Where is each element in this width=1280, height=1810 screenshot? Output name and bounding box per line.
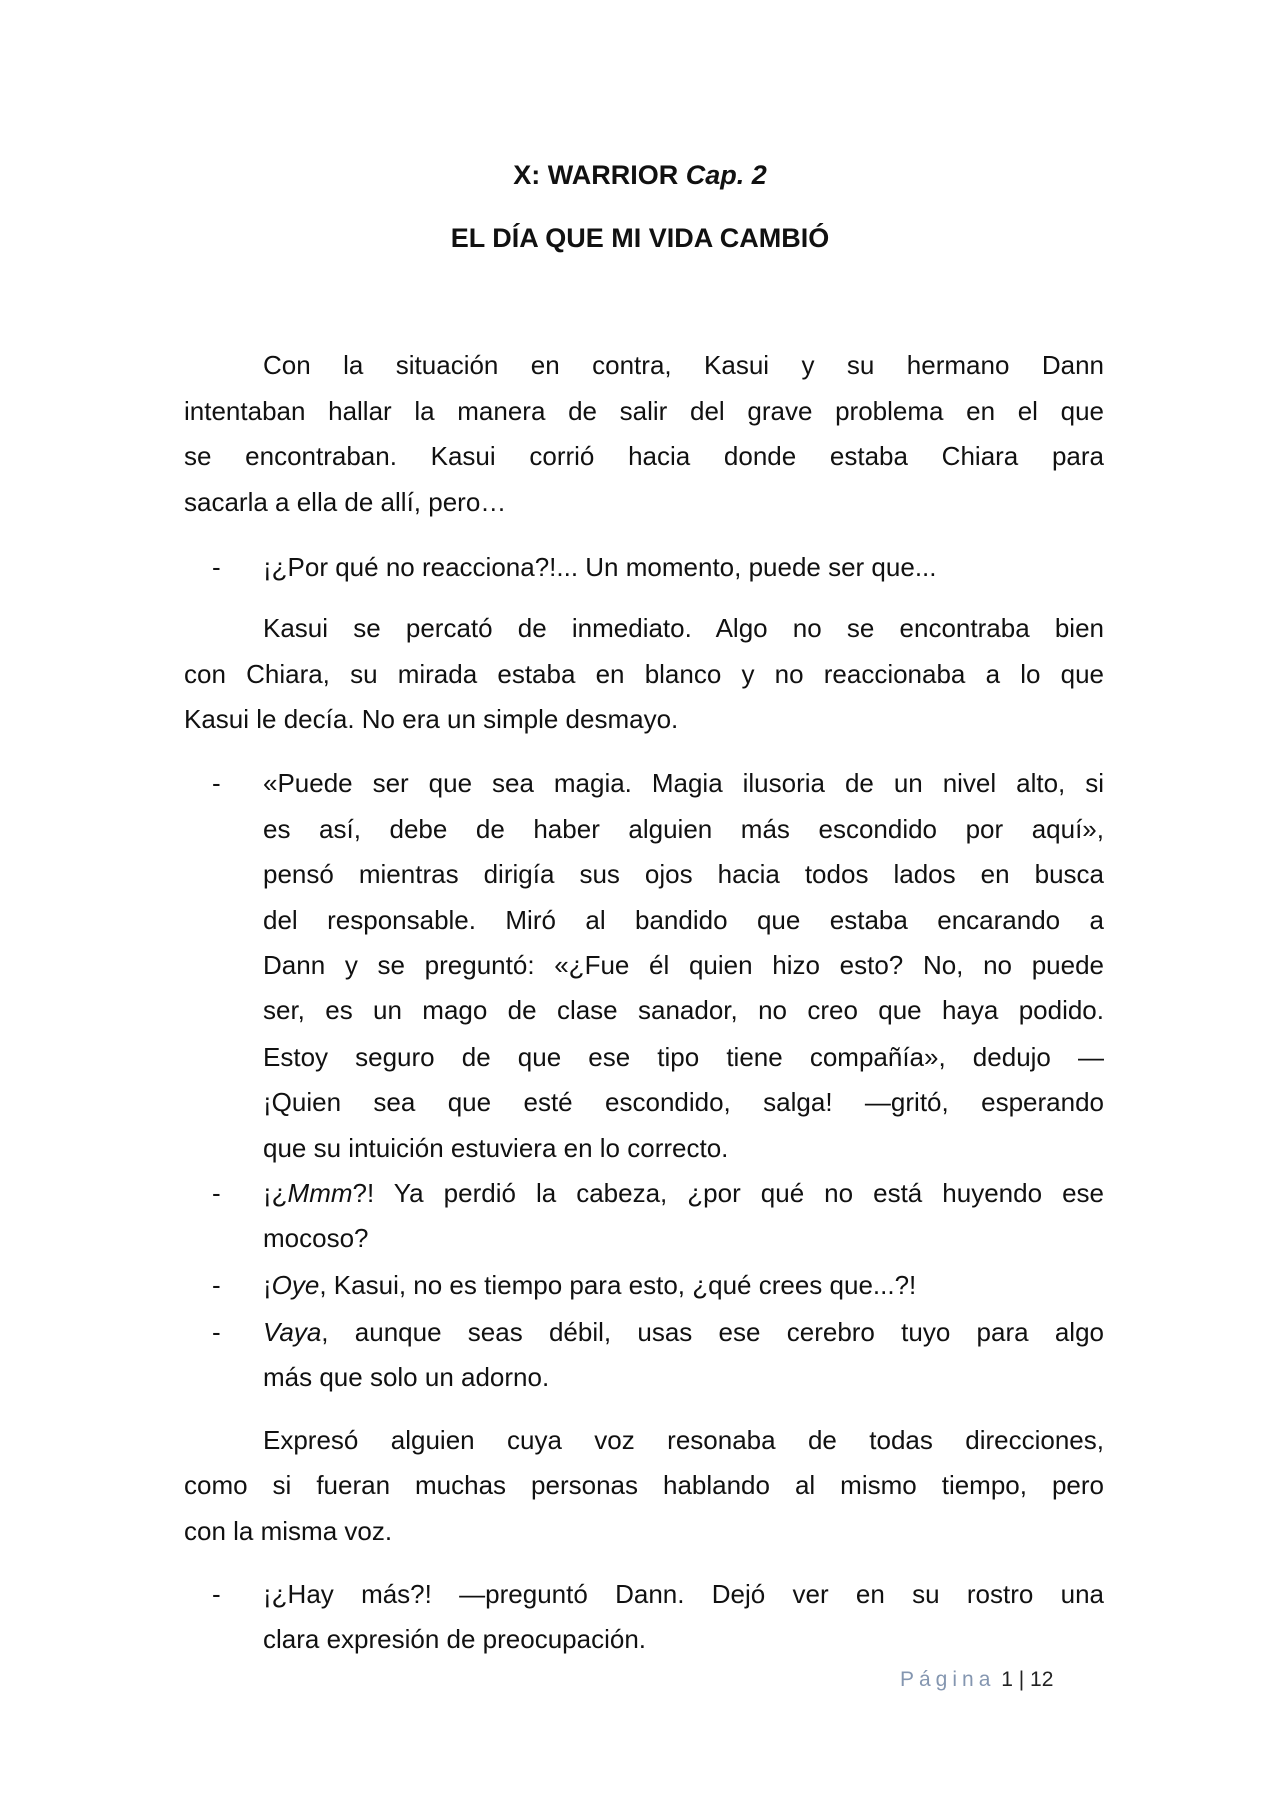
italic-text: Oye xyxy=(271,1270,320,1300)
dialogue-line xyxy=(263,904,1104,936)
text-segment: ¡¿ xyxy=(263,1178,288,1208)
paragraph-line xyxy=(184,486,506,518)
dialogue-line xyxy=(263,767,1104,799)
text-segment: «Puede ser que sea magia. Magia ilusoria de un nivel alto, si xyxy=(263,768,1104,798)
text-segment: ser, es un mago de clase sanador, no creo que haya podido. xyxy=(263,995,1104,1025)
page-total: 12 xyxy=(1030,1668,1054,1691)
dialogue-line xyxy=(263,1316,1104,1348)
text-segment: clara expresión de preocupación. xyxy=(263,1624,647,1654)
text-segment: intentaban hallar la manera de salir del grave problema en el que xyxy=(184,396,1104,426)
dialogue-line xyxy=(263,949,1104,981)
text-segment: Expresó alguien cuya voz resonaba de todas direcciones, xyxy=(263,1425,1104,1455)
dialogue-dash: - xyxy=(212,1178,221,1208)
dialogue-line xyxy=(263,994,1104,1026)
text-segment: sacarla a ella de allí, pero… xyxy=(184,487,507,517)
dialogue-line xyxy=(263,1361,549,1393)
text-segment: como si fueran muchas personas hablando al mismo tiempo, pero xyxy=(184,1470,1104,1500)
dialogue-line xyxy=(263,551,937,583)
text-segment: pensó mientras dirigía sus ojos hacia todos lados en busca xyxy=(263,859,1104,889)
paragraph-line xyxy=(184,1515,392,1547)
text-segment: ¡ xyxy=(263,1270,272,1300)
paragraph-line xyxy=(263,1424,1104,1456)
text-segment: ¡¿Por qué no reacciona?!... Un momento, puede ser que... xyxy=(263,552,937,582)
dialogue-dash: - xyxy=(212,552,221,582)
page-number: 1 xyxy=(1001,1668,1013,1691)
paragraph-line xyxy=(184,440,1104,472)
chapter-subtitle: EL DÍA QUE MI VIDA CAMBIÓ xyxy=(450,223,830,253)
italic-text: Vaya xyxy=(263,1317,322,1347)
paragraph-line xyxy=(263,612,1104,644)
paragraph-line xyxy=(184,703,678,735)
dialogue-dash: - xyxy=(212,768,221,798)
text-segment: con la misma voz. xyxy=(184,1516,393,1546)
text-segment: más que solo un adorno. xyxy=(263,1362,550,1392)
page-label: Página xyxy=(900,1668,996,1691)
chapter-number: Cap. 2 xyxy=(685,160,767,190)
text-segment: Kasui se percató de inmediato. Algo no se encontraba bien xyxy=(263,613,1104,643)
dialogue-line xyxy=(263,1177,1104,1209)
dialogue-dash: - xyxy=(212,1579,221,1609)
text-segment: con Chiara, su mirada estaba en blanco y no reaccionaba a lo que xyxy=(184,659,1104,689)
dialogue-line xyxy=(263,1132,728,1164)
italic-text: Mmm xyxy=(287,1178,353,1208)
paragraph-line xyxy=(184,395,1104,427)
dialogue-line xyxy=(263,1041,1104,1073)
dialogue-line xyxy=(263,1222,369,1254)
text-segment: ¡Quien sea que esté escondido, salga! —gritó, esperando xyxy=(263,1087,1104,1117)
dialogue-line xyxy=(263,1623,646,1655)
text-segment: , aunque seas débil, usas ese cerebro tuyo para algo xyxy=(321,1317,1104,1347)
text-segment: ¡¿Hay más?! —preguntó Dann. Dejó ver en su rostro una xyxy=(263,1579,1104,1609)
text-segment: ?! Ya perdió la cabeza, ¿por qué no está huyendo ese xyxy=(352,1178,1104,1208)
text-segment: Estoy seguro de que ese tipo tiene compañía», dedujo — xyxy=(263,1042,1104,1072)
text-segment: Con la situación en contra, Kasui y su hermano Dann xyxy=(263,350,1104,380)
text-segment: Kasui le decía. No era un simple desmayo. xyxy=(184,704,679,734)
page-footer xyxy=(900,1668,1053,1692)
paragraph-line xyxy=(263,349,1104,381)
book-title: X: WARRIOR xyxy=(513,160,686,190)
dialogue-line xyxy=(263,1269,916,1301)
text-segment: del responsable. Miró al bandido que estaba encarando a xyxy=(263,905,1104,935)
paragraph-line xyxy=(184,658,1104,690)
text-segment: mocoso? xyxy=(263,1223,369,1253)
dialogue-line xyxy=(263,1578,1104,1610)
dialogue-line xyxy=(263,813,1104,845)
dialogue-line xyxy=(263,1086,1104,1118)
text-segment: es así, debe de haber alguien más escondido por aquí», xyxy=(263,814,1104,844)
text-segment: que su intuición estuviera en lo correcto. xyxy=(263,1133,729,1163)
text-segment: , Kasui, no es tiempo para esto, ¿qué crees que...?! xyxy=(319,1270,917,1300)
dialogue-dash: - xyxy=(212,1270,221,1300)
text-segment: Dann y se preguntó: «¿Fue él quien hizo esto? No, no puede xyxy=(263,950,1104,980)
dialogue-line xyxy=(263,858,1104,890)
page-separator: | xyxy=(1012,1668,1031,1691)
chapter-title xyxy=(0,160,1280,191)
paragraph-line xyxy=(184,1469,1104,1501)
dialogue-dash: - xyxy=(212,1317,221,1347)
text-segment: se encontraban. Kasui corrió hacia donde estaba Chiara para xyxy=(184,441,1104,471)
